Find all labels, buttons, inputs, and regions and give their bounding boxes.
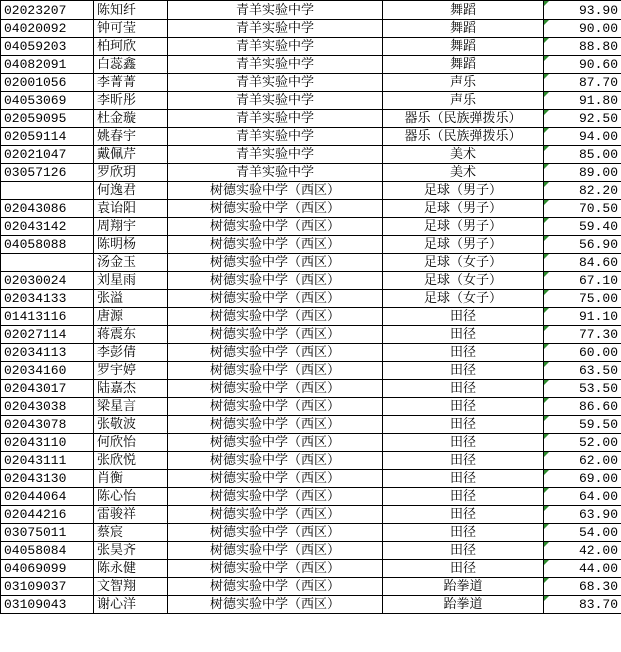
cell-category[interactable]: 田径 [383,452,544,470]
cell-category[interactable]: 声乐 [383,92,544,110]
cell-category[interactable]: 田径 [383,308,544,326]
cell-student-name[interactable]: 张敬波 [94,416,168,434]
cell-category[interactable]: 田径 [383,398,544,416]
cell-category[interactable]: 田径 [383,326,544,344]
cell-category[interactable]: 足球（男子） [383,200,544,218]
table-row [1,542,621,560]
cell-category[interactable]: 足球（女子） [383,254,544,272]
cell-score[interactable]: 88.80 [544,38,621,56]
cell-category[interactable]: 舞蹈 [383,38,544,56]
cell-category[interactable]: 田径 [383,416,544,434]
cell-student-name[interactable]: 谢心洋 [94,596,168,614]
cell-student-id[interactable]: 04059203 [1,38,94,56]
table-row [1,92,621,110]
cell-category[interactable]: 器乐（民族弹拨乐） [383,110,544,128]
cell-student-name[interactable]: 姚春宇 [94,128,168,146]
cell-student-id[interactable]: 02043111 [1,452,94,470]
cell-school[interactable]: 青羊实验中学 [168,92,383,110]
cell-school[interactable]: 树德实验中学（西区） [168,344,383,362]
table-row [1,164,621,182]
cell-student-id[interactable]: 02059095 [1,110,94,128]
cell-student-id[interactable] [1,182,94,200]
cell-school[interactable]: 树德实验中学（西区） [168,470,383,488]
cell-student-id[interactable]: 03075011 [1,524,94,542]
cell-category[interactable]: 田径 [383,542,544,560]
cell-category[interactable]: 跆拳道 [383,596,544,614]
cell-school[interactable]: 树德实验中学（西区） [168,182,383,200]
cell-category[interactable]: 田径 [383,344,544,362]
cell-school[interactable]: 树德实验中学（西区） [168,524,383,542]
cell-student-id[interactable]: 04020092 [1,20,94,38]
cell-score[interactable]: 90.00 [544,20,621,38]
cell-school[interactable]: 青羊实验中学 [168,1,383,20]
cell-student-name[interactable]: 戴佩芹 [94,146,168,164]
cell-student-name[interactable]: 唐源 [94,308,168,326]
cell-student-id[interactable]: 03109043 [1,596,94,614]
cell-student-name[interactable]: 罗宇婷 [94,362,168,380]
table-row [1,308,621,326]
cell-score[interactable]: 59.40 [544,218,621,236]
cell-score[interactable]: 64.00 [544,488,621,506]
cell-student-id[interactable]: 02034160 [1,362,94,380]
cell-school[interactable]: 树德实验中学（西区） [168,272,383,290]
cell-student-name[interactable]: 汤金玉 [94,254,168,272]
cell-category[interactable]: 舞蹈 [383,56,544,74]
cell-school[interactable]: 树德实验中学（西区） [168,236,383,254]
cell-school[interactable]: 树德实验中学（西区） [168,200,383,218]
cell-school[interactable]: 青羊实验中学 [168,74,383,92]
cell-student-name[interactable]: 陈知纤 [94,1,168,20]
cell-school[interactable]: 树德实验中学（西区） [168,506,383,524]
cell-category[interactable]: 田径 [383,506,544,524]
cell-category[interactable]: 田径 [383,380,544,398]
table-row [1,524,621,542]
table-row [1,254,621,272]
cell-category[interactable]: 器乐（民族弹拨乐） [383,128,544,146]
table-row [1,470,621,488]
cell-category[interactable]: 足球（男子） [383,236,544,254]
cell-student-id[interactable]: 02043038 [1,398,94,416]
cell-student-id[interactable]: 04058084 [1,542,94,560]
cell-school[interactable]: 树德实验中学（西区） [168,542,383,560]
cell-school[interactable]: 青羊实验中学 [168,38,383,56]
cell-student-name[interactable]: 陈心怡 [94,488,168,506]
cell-score[interactable]: 92.50 [544,110,621,128]
cell-score[interactable]: 67.10 [544,272,621,290]
cell-school[interactable]: 树德实验中学（西区） [168,416,383,434]
cell-score[interactable]: 75.00 [544,290,621,308]
table-row [1,20,621,38]
cell-student-name[interactable]: 文智翔 [94,578,168,596]
cell-student-id[interactable]: 02030024 [1,272,94,290]
cell-student-name[interactable]: 罗欣玥 [94,164,168,182]
cell-school[interactable]: 青羊实验中学 [168,20,383,38]
cell-student-name[interactable]: 李彭倩 [94,344,168,362]
cell-school[interactable]: 树德实验中学（西区） [168,218,383,236]
cell-score[interactable]: 91.10 [544,308,621,326]
cell-school[interactable]: 青羊实验中学 [168,146,383,164]
cell-category[interactable]: 田径 [383,434,544,452]
cell-student-id[interactable]: 02034133 [1,290,94,308]
cell-student-name[interactable]: 李昕彤 [94,92,168,110]
cell-score[interactable]: 86.60 [544,398,621,416]
cell-score[interactable]: 93.90 [544,1,621,20]
cell-category[interactable]: 田径 [383,524,544,542]
cell-student-name[interactable]: 张溢 [94,290,168,308]
cell-student-name[interactable]: 白蕊鑫 [94,56,168,74]
cell-student-id[interactable]: 02027114 [1,326,94,344]
cell-student-id[interactable]: 02043086 [1,200,94,218]
cell-student-name[interactable]: 张昊齐 [94,542,168,560]
cell-score[interactable]: 44.00 [544,560,621,578]
cell-student-name[interactable]: 陆嘉杰 [94,380,168,398]
cell-student-name[interactable]: 肖衡 [94,470,168,488]
cell-school[interactable]: 青羊实验中学 [168,128,383,146]
cell-student-name[interactable]: 张欣悦 [94,452,168,470]
cell-student-id[interactable]: 02043017 [1,380,94,398]
cell-score[interactable]: 56.90 [544,236,621,254]
cell-student-name[interactable]: 蔡宸 [94,524,168,542]
table-row [1,200,621,218]
cell-student-id[interactable]: 02043130 [1,470,94,488]
cell-score[interactable]: 77.30 [544,326,621,344]
cell-student-id[interactable]: 02023207 [1,1,94,20]
cell-student-id[interactable]: 02001056 [1,74,94,92]
table-row [1,416,621,434]
cell-score[interactable]: 90.60 [544,56,621,74]
spreadsheet-body [1,1,621,614]
cell-student-name[interactable]: 梁星言 [94,398,168,416]
cell-student-id[interactable]: 02021047 [1,146,94,164]
cell-student-id[interactable]: 02034113 [1,344,94,362]
cell-score[interactable]: 85.00 [544,146,621,164]
cell-score[interactable]: 63.90 [544,506,621,524]
table-row [1,506,621,524]
cell-student-id[interactable]: 04058088 [1,236,94,254]
cell-student-name[interactable]: 何欣怡 [94,434,168,452]
cell-category[interactable]: 田径 [383,488,544,506]
table-row [1,218,621,236]
cell-student-id[interactable]: 04069099 [1,560,94,578]
cell-score[interactable]: 69.00 [544,470,621,488]
cell-category[interactable]: 田径 [383,470,544,488]
table-row [1,38,621,56]
table-row [1,236,621,254]
cell-score[interactable]: 70.50 [544,200,621,218]
cell-score[interactable]: 89.00 [544,164,621,182]
cell-student-id[interactable]: 02044216 [1,506,94,524]
cell-student-name[interactable]: 陈明杨 [94,236,168,254]
table-row [1,146,621,164]
cell-score[interactable]: 87.70 [544,74,621,92]
cell-school[interactable]: 树德实验中学（西区） [168,380,383,398]
cell-school[interactable]: 青羊实验中学 [168,56,383,74]
cell-student-id[interactable]: 02059114 [1,128,94,146]
cell-school[interactable]: 树德实验中学（西区） [168,488,383,506]
table-row [1,488,621,506]
table-row [1,434,621,452]
cell-score[interactable]: 54.00 [544,524,621,542]
cell-student-name[interactable]: 雷骏祥 [94,506,168,524]
cell-category[interactable]: 舞蹈 [383,20,544,38]
cell-student-name[interactable]: 李菁菁 [94,74,168,92]
cell-score[interactable]: 82.20 [544,182,621,200]
cell-score[interactable]: 68.30 [544,578,621,596]
table-row [1,110,621,128]
cell-school[interactable]: 青羊实验中学 [168,164,383,182]
cell-school[interactable]: 青羊实验中学 [168,110,383,128]
cell-student-id[interactable]: 04082091 [1,56,94,74]
cell-student-id[interactable]: 03057126 [1,164,94,182]
cell-student-name[interactable]: 袁诒阳 [94,200,168,218]
table-row [1,290,621,308]
cell-student-name[interactable]: 钟可莹 [94,20,168,38]
cell-category[interactable]: 足球（女子） [383,272,544,290]
table-row [1,398,621,416]
table-row [1,452,621,470]
cell-score[interactable]: 62.00 [544,452,621,470]
cell-student-name[interactable]: 陈永健 [94,560,168,578]
cell-student-id[interactable]: 01413116 [1,308,94,326]
cell-school[interactable]: 树德实验中学（西区） [168,578,383,596]
cell-school[interactable]: 树德实验中学（西区） [168,290,383,308]
cell-category[interactable]: 美术 [383,146,544,164]
cell-school[interactable]: 树德实验中学（西区） [168,434,383,452]
cell-category[interactable]: 足球（男子） [383,218,544,236]
table-row [1,1,621,20]
cell-category[interactable]: 田径 [383,362,544,380]
cell-category[interactable]: 足球（男子） [383,182,544,200]
cell-student-name[interactable]: 刘星雨 [94,272,168,290]
cell-score[interactable]: 84.60 [544,254,621,272]
cell-school[interactable]: 树德实验中学（西区） [168,452,383,470]
cell-category[interactable]: 跆拳道 [383,578,544,596]
table-row [1,326,621,344]
cell-student-id[interactable]: 02043078 [1,416,94,434]
cell-score[interactable]: 60.00 [544,344,621,362]
cell-score[interactable]: 53.50 [544,380,621,398]
cell-category[interactable]: 足球（女子） [383,290,544,308]
cell-student-name[interactable]: 蒋震东 [94,326,168,344]
cell-score[interactable]: 94.00 [544,128,621,146]
table-row [1,128,621,146]
table-row [1,560,621,578]
cell-student-id[interactable]: 02043142 [1,218,94,236]
cell-student-id[interactable] [1,254,94,272]
cell-score[interactable]: 83.70 [544,596,621,614]
cell-category[interactable]: 声乐 [383,74,544,92]
cell-school[interactable]: 树德实验中学（西区） [168,254,383,272]
table-row [1,362,621,380]
cell-category[interactable]: 美术 [383,164,544,182]
cell-category[interactable]: 田径 [383,560,544,578]
cell-school[interactable]: 树德实验中学（西区） [168,308,383,326]
table-row [1,344,621,362]
cell-student-name[interactable]: 柏珂欣 [94,38,168,56]
cell-category[interactable]: 舞蹈 [383,1,544,20]
cell-score[interactable]: 52.00 [544,434,621,452]
table-row [1,74,621,92]
cell-school[interactable]: 树德实验中学（西区） [168,398,383,416]
cell-school[interactable]: 树德实验中学（西区） [168,362,383,380]
cell-school[interactable]: 树德实验中学（西区） [168,596,383,614]
cell-score[interactable]: 42.00 [544,542,621,560]
cell-score[interactable]: 91.80 [544,92,621,110]
cell-student-id[interactable]: 03109037 [1,578,94,596]
cell-school[interactable]: 树德实验中学（西区） [168,326,383,344]
table-row [1,56,621,74]
cell-student-id[interactable]: 02044064 [1,488,94,506]
cell-student-name[interactable]: 杜金璇 [94,110,168,128]
cell-school[interactable]: 树德实验中学（西区） [168,560,383,578]
cell-student-name[interactable]: 周翔宇 [94,218,168,236]
table-row [1,272,621,290]
cell-student-id[interactable]: 02043110 [1,434,94,452]
cell-score[interactable]: 59.50 [544,416,621,434]
table-row [1,380,621,398]
cell-student-id[interactable]: 04053069 [1,92,94,110]
table-row [1,596,621,614]
cell-score[interactable]: 63.50 [544,362,621,380]
cell-student-name[interactable]: 何逸君 [94,182,168,200]
table-row [1,182,621,200]
table-row [1,578,621,596]
